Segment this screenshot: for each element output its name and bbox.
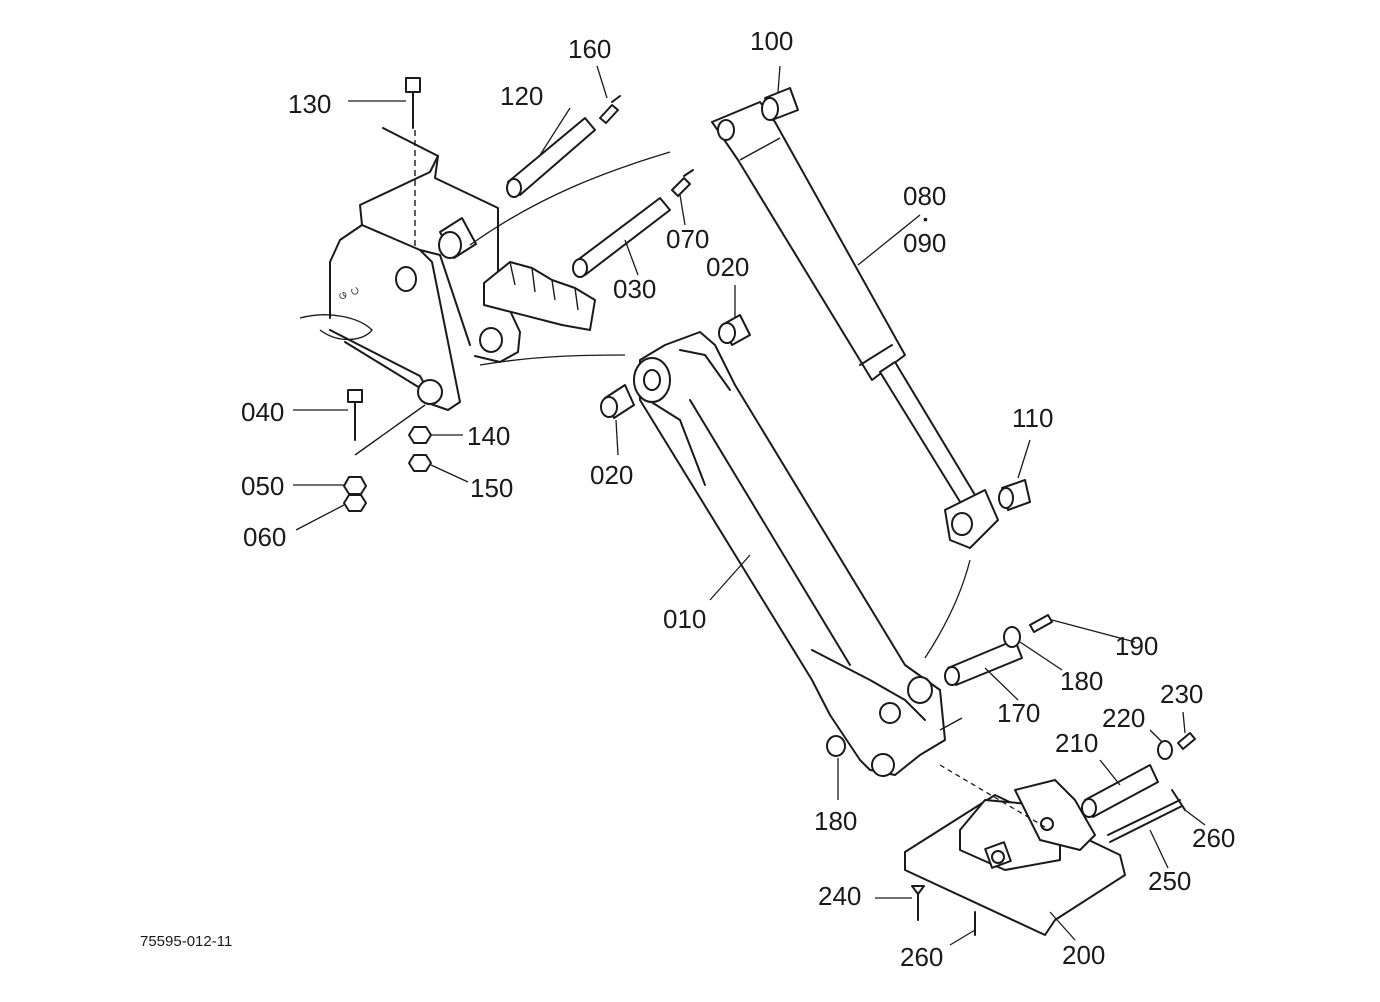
diagram-code: 75595-012-11 bbox=[140, 933, 233, 950]
bolt-240 bbox=[912, 886, 924, 920]
label-160: 160 bbox=[568, 34, 612, 64]
label-080: 080 bbox=[903, 181, 947, 211]
label-030: 030 bbox=[613, 274, 657, 304]
label-260-bottom: 260 bbox=[900, 942, 944, 972]
pin-210 bbox=[1082, 765, 1158, 817]
mounting-bracket bbox=[300, 128, 595, 410]
washer-180-b bbox=[827, 736, 845, 756]
hydraulic-cylinder bbox=[712, 88, 1030, 548]
bushing-020-b bbox=[719, 315, 750, 345]
label-010: 010 bbox=[663, 604, 707, 634]
washer-220 bbox=[1158, 741, 1172, 759]
label-250: 250 bbox=[1148, 866, 1192, 896]
grease-nipple-070 bbox=[672, 170, 693, 196]
label-070: 070 bbox=[666, 224, 710, 254]
label-080-separator: • bbox=[923, 211, 928, 227]
label-180-left: 180 bbox=[814, 806, 858, 836]
label-260-right: 260 bbox=[1192, 823, 1236, 853]
nut-050 bbox=[344, 477, 366, 494]
label-180-right: 180 bbox=[1060, 666, 1104, 696]
pin-120 bbox=[507, 118, 595, 197]
nut-140 bbox=[409, 427, 431, 443]
label-060: 060 bbox=[243, 522, 287, 552]
label-040: 040 bbox=[241, 397, 285, 427]
label-190: 190 bbox=[1115, 631, 1159, 661]
label-220: 220 bbox=[1102, 703, 1146, 733]
label-150: 150 bbox=[470, 473, 514, 503]
label-110: 110 bbox=[1012, 403, 1054, 433]
label-120: 120 bbox=[500, 81, 544, 111]
bolt-130 bbox=[406, 78, 420, 128]
label-230: 230 bbox=[1160, 679, 1204, 709]
label-170: 170 bbox=[997, 698, 1041, 728]
bolt-040 bbox=[348, 390, 362, 440]
grease-nipple-160 bbox=[600, 96, 620, 123]
pin-250 bbox=[1108, 800, 1182, 842]
pin-030 bbox=[573, 198, 670, 277]
nut-150 bbox=[409, 455, 431, 471]
label-240: 240 bbox=[818, 881, 862, 911]
grease-nipple-190 bbox=[1030, 615, 1052, 632]
washer-180-a bbox=[1004, 627, 1020, 647]
label-020-upper: 020 bbox=[706, 252, 750, 282]
label-020-lower: 020 bbox=[590, 460, 634, 490]
bushing-020-a bbox=[601, 385, 634, 418]
grease-nipple-230 bbox=[1178, 733, 1195, 749]
label-100: 100 bbox=[750, 26, 794, 56]
label-130: 130 bbox=[288, 89, 332, 119]
label-210: 210 bbox=[1055, 728, 1099, 758]
svg-text:ဖ ပ: ဖ ပ bbox=[335, 280, 362, 304]
nut-060 bbox=[344, 495, 366, 511]
label-140: 140 bbox=[467, 421, 511, 451]
label-090: 090 bbox=[903, 228, 947, 258]
label-200: 200 bbox=[1062, 940, 1106, 970]
label-050: 050 bbox=[241, 471, 285, 501]
